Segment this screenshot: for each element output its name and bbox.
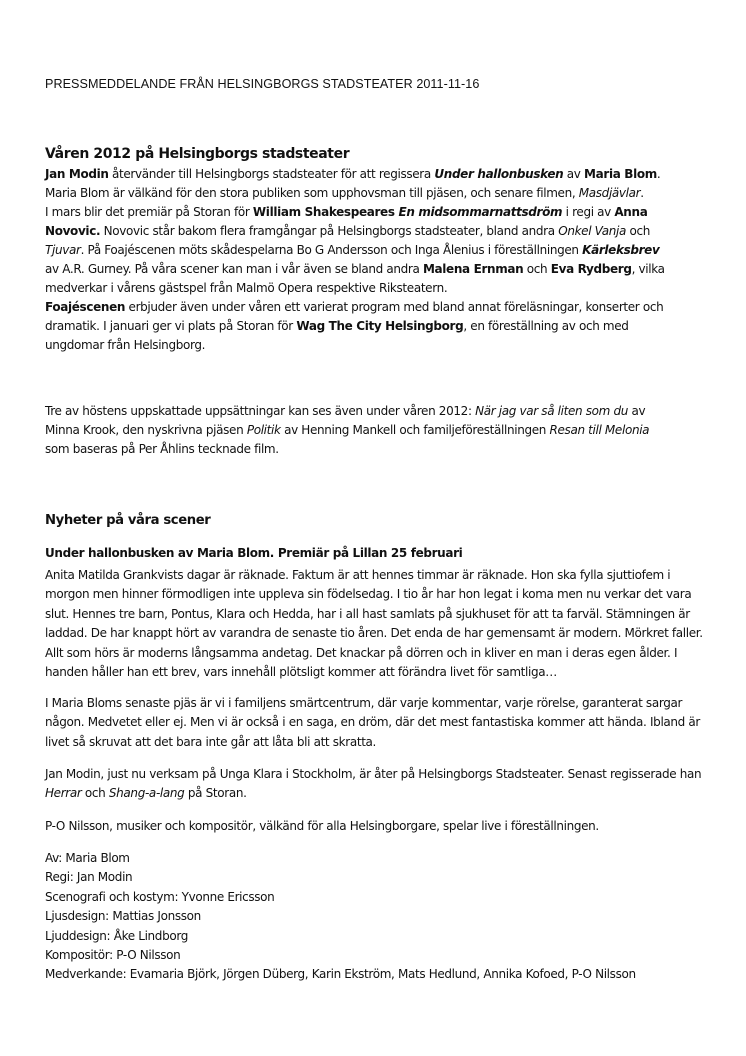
credit-line: Ljusdesign: Mattias Jonsson xyxy=(45,909,201,924)
text-line: I mars blir det premiär på Storan för William Shakespeares En midsommarnattsdröm i regi av Anna xyxy=(45,205,648,219)
text-line: laddad. De har knappt hört av varandra de senaste tio åren. Det enda de har gemensamt är modern. Mörkret faller. xyxy=(45,626,703,641)
news-heading: Nyheter på våra scener xyxy=(45,513,211,528)
text-line: Jan Modin, just nu verksam på Unga Klara i Stockholm, är åter på Helsingborgs Stadsteater. Senast regisserade han xyxy=(45,767,702,781)
credit-line: Medverkande: Evamaria Björk, Jörgen Düberg, Karin Ekström, Mats Hedlund, Annika Kofoed, P-O Nilsson xyxy=(45,967,636,982)
text-line: Allt som hörs är moderns långsamma andetag. Det knackar på dörren och in kliver en man i deras egen ålder. I xyxy=(45,645,678,660)
text-line: som baseras på Per Åhlins tecknade film. xyxy=(45,442,279,456)
text-line: I Maria Bloms senaste pjäs är vi i familjens smärtcentrum, där varje kommentar, varje rörelse, garanterat sargar xyxy=(45,696,683,710)
text-line: Minna Krook, den nyskrivna pjäsen Politik av Henning Mankell och familjeföreställningen Resan till Melonia xyxy=(45,423,650,437)
text-line: morgon men hinner förmodligen inte uppleva sin födelsedag. I tio år har hon legat i koma men nu verkar det vara xyxy=(45,587,692,602)
credit-line: Av: Maria Blom xyxy=(45,851,130,865)
foaje-paragraph xyxy=(45,298,710,355)
text-line: Tjuvar. På Foajéscenen möts skådespelarna Bo G Andersson och Inga Ålenius i föreställningen Kärleksbrev xyxy=(45,243,660,257)
text-line: Maria Blom är välkänd för den stora publiken som upphovsman till pjäsen, och senare filmen, Masdjävlar. xyxy=(45,186,644,200)
text-line: livet så skruvat att det bara inte går att låta bli att skratta. xyxy=(45,734,377,749)
autumn-paragraph xyxy=(45,402,710,459)
synopsis-paragraph xyxy=(45,566,710,682)
text-line: Foajéscenen erbjuder även under våren ett varierat program med bland annat föreläsningar, konserter och xyxy=(45,300,664,314)
text-line: dramatik. I januari ger vi plats på Storan för Wag The City Helsingborg, en föreställning av och med xyxy=(45,319,629,333)
credit-line: Scenografi och kostym: Yvonne Ericsson xyxy=(45,889,275,904)
play-heading: Under hallonbusken av Maria Blom. Premiär på Lillan 25 februari xyxy=(45,546,463,560)
modin-paragraph xyxy=(45,765,710,804)
text-line: Anita Matilda Grankvists dagar är räknade. Faktum är att hennes timmar är räknade. Hon ska fylla sjuttiofem i xyxy=(45,568,671,582)
credit-line: Ljuddesign: Åke Lindborg xyxy=(45,928,188,943)
text-line: någon. Medvetet eller ej. Men vi är också i en saga, en dröm, där det mest fantastiska kommer att hända. Ibland är xyxy=(45,715,701,730)
nilsson-paragraph xyxy=(45,817,710,836)
intro-paragraph xyxy=(45,165,710,298)
text-line: Novovic. Novovic står bakom flera framgångar på Helsingborgs stadsteater, bland andra Onkel Vanja och xyxy=(45,224,650,238)
text-line: medverkar i vårens gästspel från Malmö Opera respektive Riksteatern. xyxy=(45,281,448,295)
text-line: Tre av höstens uppskattade uppsättningar kan ses även under våren 2012: När jag var så liten som du av xyxy=(45,404,646,418)
text-line: av A.R. Gurney. På våra scener kan man i vår även se bland andra Malena Ernman och Eva Rydberg, vilka xyxy=(45,262,665,276)
text-line: Herrar och Shang-a-lang på Storan. xyxy=(45,786,247,801)
text-line: ungdomar från Helsingborg. xyxy=(45,338,206,352)
credits-list xyxy=(45,849,710,985)
press-release-header: PRESSMEDDELANDE FRÅN HELSINGBORGS STADSTEATER 2011-11-16 xyxy=(45,77,480,91)
page-title: Våren 2012 på Helsingborgs stadsteater xyxy=(45,146,350,162)
family-paragraph xyxy=(45,694,710,752)
text-line: slut. Hennes tre barn, Pontus, Klara och Hedda, har i all hast samlats på sjukhuset för att ta farväl. Stämningen är xyxy=(45,606,690,621)
credit-line: Kompositör: P-O Nilsson xyxy=(45,947,181,962)
text-line: Jan Modin återvänder till Helsingborgs stadsteater för att regissera Under hallonbusken av Maria Blom. xyxy=(45,167,661,181)
text-line: P-O Nilsson, musiker och kompositör, välkänd för alla Helsingborgare, spelar live i föreställningen. xyxy=(45,819,599,833)
credit-line: Regi: Jan Modin xyxy=(45,870,133,885)
text-line: handen håller han ett brev, vars innehåll plötsligt kommer att förändra livet för samtliga… xyxy=(45,664,557,679)
